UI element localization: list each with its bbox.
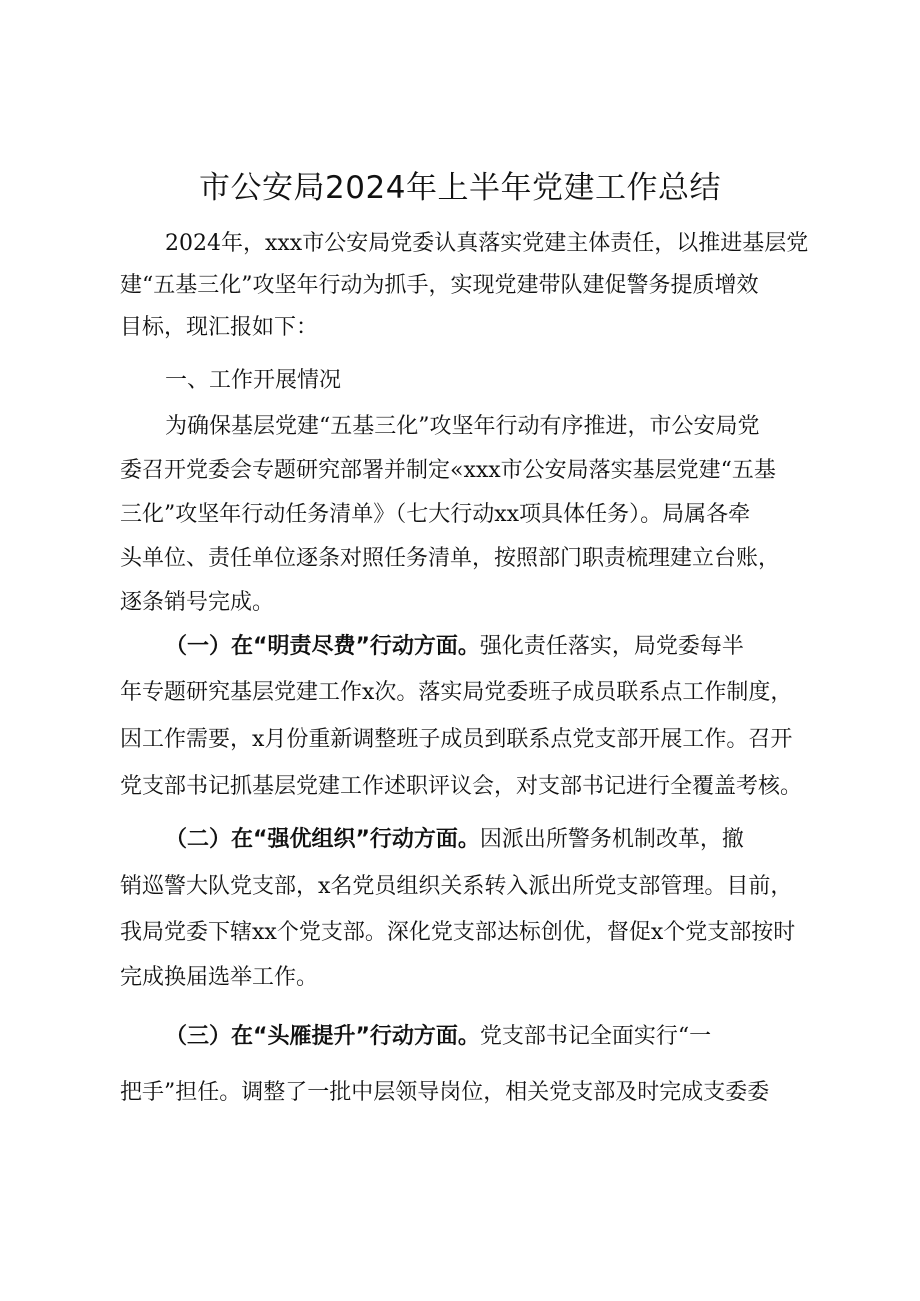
item1-line-2: 年专题研究基层党建工作x次。落实局党委班子成员联系点工作制度， xyxy=(120,680,793,705)
intro-line-3: 目标，现汇报如下： xyxy=(120,315,319,340)
item1-line-3: 因工作需要，x月份重新调整班子成员到联系点党支部开展工作。召开 xyxy=(120,727,793,752)
item2-line-1 xyxy=(165,825,855,855)
section1-line-4: 头单位、责任单位逐条对照任务清单，按照部门职责梳理建立台账， xyxy=(120,546,781,571)
item1-line1-rest: 强化责任落实，局党委每半 xyxy=(479,634,744,659)
section-heading: 一、工作开展情况 xyxy=(165,368,342,393)
item2-line-2: 销巡警大队党支部，x名党员组织关系转入派出所党支部管理。目前， xyxy=(120,874,793,899)
intro-line-1: 2024年，xxx市公安局党委认真落实党建主体责任，以推进基层党 xyxy=(165,231,809,256)
item2-line1-rest: 因派出所警务机制改革，撤 xyxy=(479,827,744,852)
item3-line-2: 把手”担任。调整了一批中层领导岗位，相关党支部及时完成支委委 xyxy=(120,1080,770,1105)
intro-line-2: 建“五基三化”攻坚年行动为抓手，实现党建带队建促警务提质增效 xyxy=(120,273,759,298)
section1-line-2: 委召开党委会专题研究部署并制定«xxx市公安局落实基层党建“五基 xyxy=(120,458,776,483)
item2-lead: （二）在“强优组织”行动方面。 xyxy=(165,827,480,852)
item3-line-1 xyxy=(165,1022,855,1052)
item3-line1-rest: 党支部书记全面实行“一 xyxy=(479,1024,712,1049)
item1-line-1 xyxy=(165,632,855,662)
item1-line-4: 党支部书记抓基层党建工作述职评议会，对支部书记进行全覆盖考核。 xyxy=(120,774,803,799)
item2-line-4: 完成换届选举工作。 xyxy=(120,965,319,990)
document-title: 市公安局2024年上半年党建工作总结 xyxy=(199,170,721,206)
item2-line-3: 我局党委下辖xx个党支部。深化党支部达标创优，督促x个党支部按时 xyxy=(120,920,796,945)
section1-line-1: 为确保基层党建“五基三化”攻坚年行动有序推进，市公安局党 xyxy=(165,414,760,439)
section1-line-5: 逐条销号完成。 xyxy=(120,590,275,615)
item1-lead: （一）在“明责尽费”行动方面。 xyxy=(165,634,480,659)
item3-lead: （三）在“头雁提升”行动方面。 xyxy=(165,1024,480,1049)
section1-line-3: 三化”攻坚年行动任务清单》（七大行动xx项具体任务）。局属各牵 xyxy=(120,502,751,527)
